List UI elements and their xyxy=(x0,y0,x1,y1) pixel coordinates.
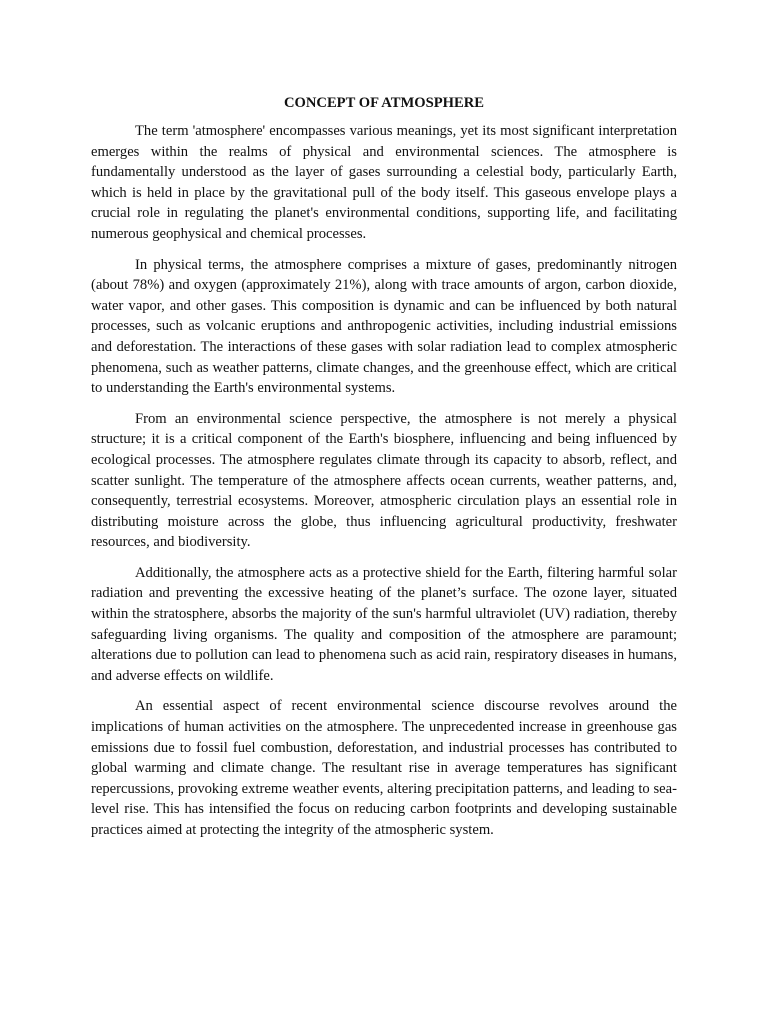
paragraph-environmental-perspective: From an environmental science perspective, the atmosphere is not merely a physical structure; it is a critical component of the Earth's biosphere, influencing and being influenced by ecological processes. The atmosphere regulates climate through its capacity to absorb, reflect, and scatter sunlight. The temperature of the atmosphere affects ocean currents, weather patterns, and, consequently, terrestrial ecosystems. Moreover, atmospheric circulation plays an essential role in distributing moisture across the globe, thus influencing agricultural productivity, freshwater resources, and biodiversity. xyxy=(91,410,677,551)
paragraph-physical-terms: In physical terms, the atmosphere comprises a mixture of gases, predominantly nitrogen (about 78%) and oxygen (approximately 21%), along with trace amounts of argon, carbon dioxide, water vapor, and other gases. This composition is dynamic and can be influenced by both natural processes, such as volcanic eruptions and anthropogenic activities, including industrial emissions and deforestation. The interactions of these gases with solar radiation lead to complex atmospheric phenomena, such as weather patterns, climate changes, and the greenhouse effect, which are critical to understanding the Earth's environmental systems. xyxy=(91,256,677,397)
paragraph-protective-shield: Additionally, the atmosphere acts as a protective shield for the Earth, filtering harmful solar radiation and preventing the excessive heating of the planet’s surface. The ozone layer, situated within the stratosphere, absorbs the majority of the sun's harmful ultraviolet (UV) radiation, thereby safeguarding living organisms. The quality and composition of the atmosphere are paramount; alterations due to pollution can lead to phenomena such as acid rain, respiratory diseases in humans, and adverse effects on wildlife. xyxy=(91,564,677,684)
paragraph-human-activities: An essential aspect of recent environmental science discourse revolves around the implications of human activities on the atmosphere. The unprecedented increase in greenhouse gas emissions due to fossil fuel combustion, deforestation, and industrial processes has contributed to global warming and climate change. The resultant rise in average temperatures has significant repercussions, provoking extreme weather events, altering precipitation patterns, and leading to sea-level rise. This has intensified the focus on reducing carbon footprints and developing sustainable practices aimed at protecting the integrity of the atmospheric system. xyxy=(91,698,677,838)
paragraph-intro: The term 'atmosphere' encompasses various meanings, yet its most significant interpretation emerges within the realms of physical and environmental sciences. The atmosphere is fundamentally understood as the layer of gases surrounding a celestial body, particularly Earth, which is held in place by the gravitational pull of the body itself. This gaseous envelope plays a crucial role in regulating the planet's environmental conditions, supporting life, and facilitating numerous geophysical and chemical processes. xyxy=(91,123,677,242)
document-body xyxy=(91,94,677,851)
page-title: CONCEPT OF ATMOSPHERE xyxy=(283,95,484,111)
